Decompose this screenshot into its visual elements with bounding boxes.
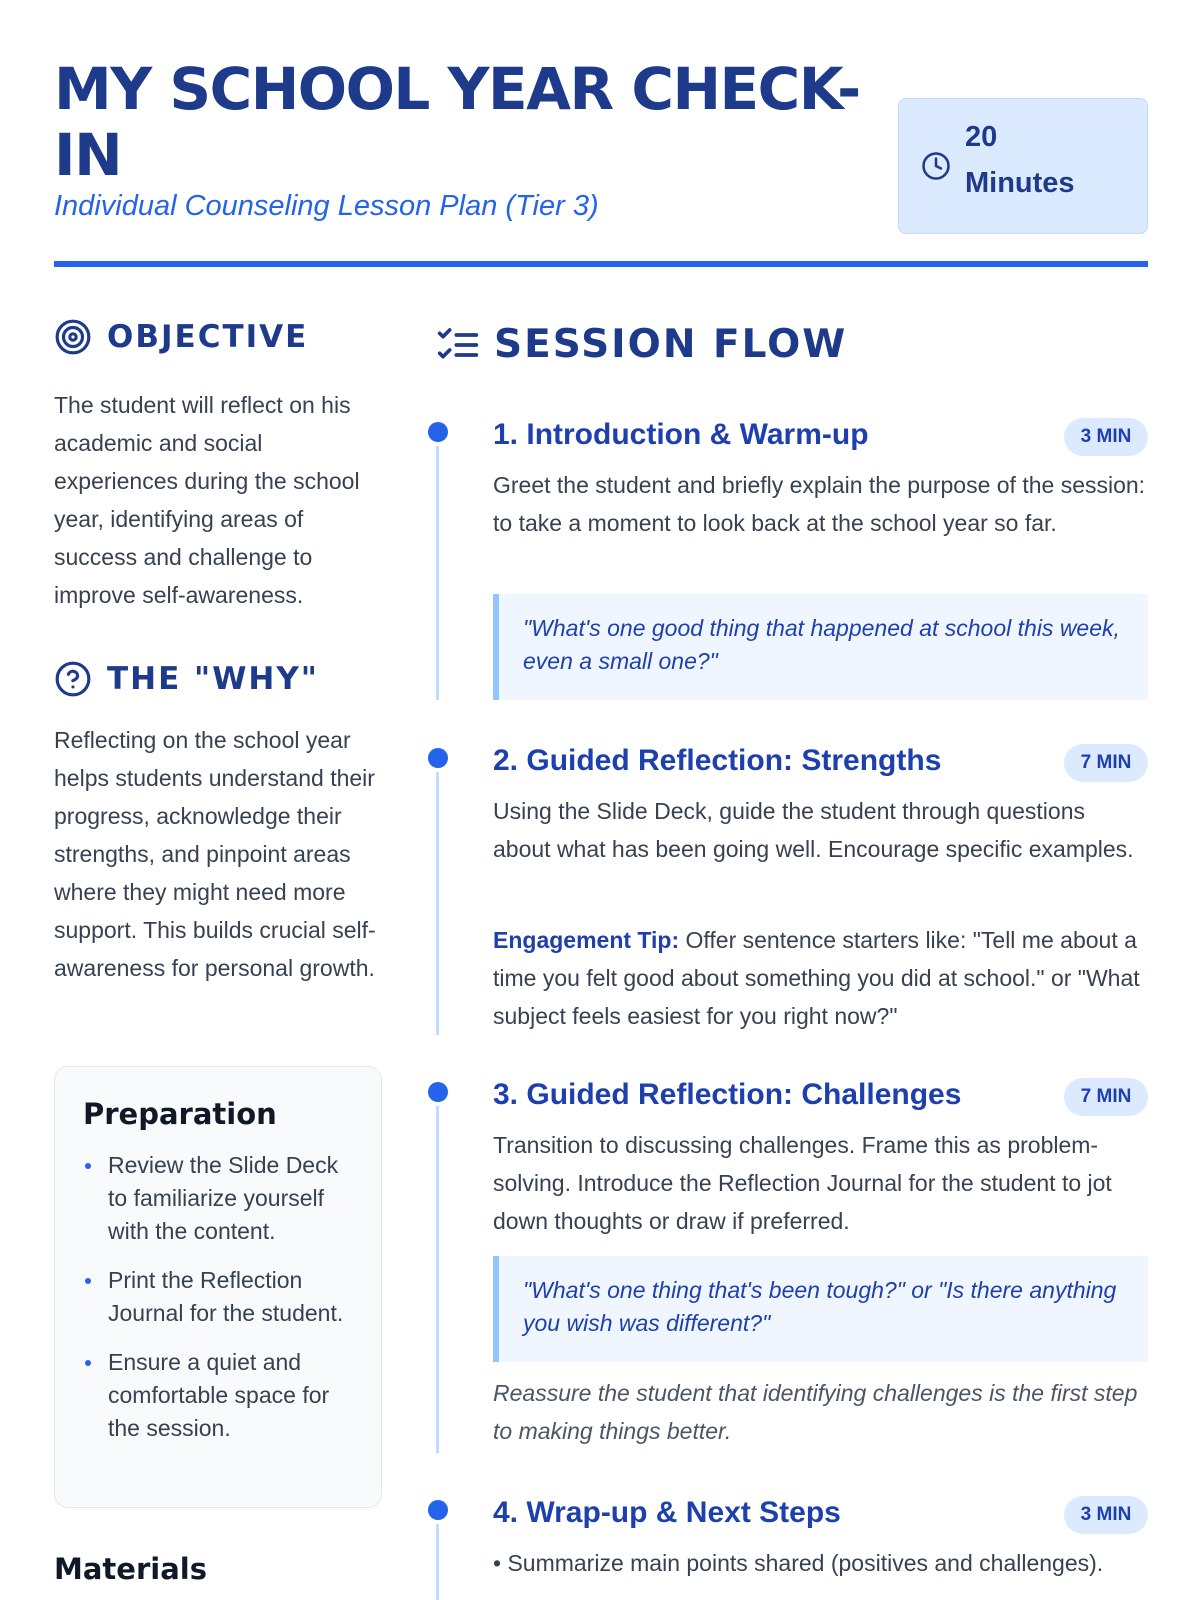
step-description: • Summarize main points shared (positives and challenges). [493, 1550, 1104, 1576]
step-title: 2. Guided Reflection: Strengths [493, 744, 942, 777]
page-subtitle: Individual Counseling Lesson Plan (Tier 3) [54, 190, 599, 222]
timeline-line [436, 772, 439, 1035]
duration-badge: 3 MIN [1064, 1496, 1148, 1534]
timeline-line [436, 1106, 439, 1453]
question-circle-icon [54, 660, 92, 698]
why-heading [54, 660, 319, 698]
step-description: Transition to discussing challenges. Frame this as problem-solving. Introduce the Reflection Journal for the student to jot down thoughts or draw if preferred. [493, 1132, 1112, 1234]
timeline-dot [428, 748, 448, 768]
list-item: Ensure a quiet and comfortable space for the session. [83, 1346, 353, 1445]
page-title: MY SCHOOL YEAR CHECK-IN [54, 55, 860, 189]
objective-heading [54, 318, 308, 356]
timeline-dot [428, 1082, 448, 1102]
tip-text: Offer sentence starters like: "Tell me about a time you felt good about something you did at school." or "What subject feels easiest for you right now?" [493, 927, 1140, 1029]
preparation-heading: Preparation [83, 1097, 277, 1131]
step-description: Greet the student and briefly explain the purpose of the session: to take a moment to look back at the school year so far. [493, 472, 1146, 536]
session-flow-heading [436, 322, 847, 367]
list-item: Print the Reflection Journal for the student. [83, 1264, 353, 1330]
step-note: Reassure the student that identifying challenges is the first step to making things better. [493, 1380, 1138, 1444]
duration-badge [898, 98, 1148, 234]
step-description: Using the Slide Deck, guide the student through questions about what has been going well. Encourage specific examples. [493, 798, 1134, 862]
duration-badge: 7 MIN [1064, 1078, 1148, 1116]
objective-text: The student will reflect on his academic and social experiences during the school year, identifying areas of success and challenge to improve self-awareness. [54, 392, 360, 608]
duration-value: 20 [965, 121, 998, 153]
step-title: 4. Wrap-up & Next Steps [493, 1496, 841, 1529]
tip-label: Engagement Tip: [493, 927, 680, 953]
preparation-list [83, 1149, 353, 1445]
clock-icon [921, 151, 951, 181]
list-item: Review the Slide Deck to familiarize yourself with the content. [83, 1149, 353, 1248]
preparation-box [54, 1066, 382, 1508]
duration-badge: 7 MIN [1064, 744, 1148, 782]
why-heading-label: THE "WHY" [107, 661, 319, 697]
timeline-line [436, 1524, 439, 1600]
header-divider [54, 261, 1148, 267]
step-title: 1. Introduction & Warm-up [493, 418, 869, 451]
duration-unit: Minutes [965, 167, 1075, 199]
materials-heading: Materials [54, 1552, 207, 1586]
timeline-dot [428, 1500, 448, 1520]
timeline-line [436, 446, 439, 700]
session-flow-heading-label: SESSION FLOW [494, 322, 848, 367]
duration-badge: 3 MIN [1064, 418, 1148, 456]
step-title: 3. Guided Reflection: Challenges [493, 1078, 962, 1111]
objective-heading-label: OBJECTIVE [107, 319, 309, 355]
timeline-dot [428, 422, 448, 442]
target-icon [54, 318, 92, 356]
engagement-tip [493, 921, 1148, 1035]
prompt-quote: "What's one thing that's been tough?" or "Is there anything you wish was different?" [493, 1256, 1148, 1362]
prompt-quote: "What's one good thing that happened at school this week, even a small one?" [493, 594, 1148, 700]
checklist-icon [436, 325, 480, 365]
why-text: Reflecting on the school year helps students understand their progress, acknowledge their strengths, and pinpoint areas where they might need more support. This builds crucial self-awareness for personal growth. [54, 727, 376, 981]
page-header [54, 52, 1148, 268]
